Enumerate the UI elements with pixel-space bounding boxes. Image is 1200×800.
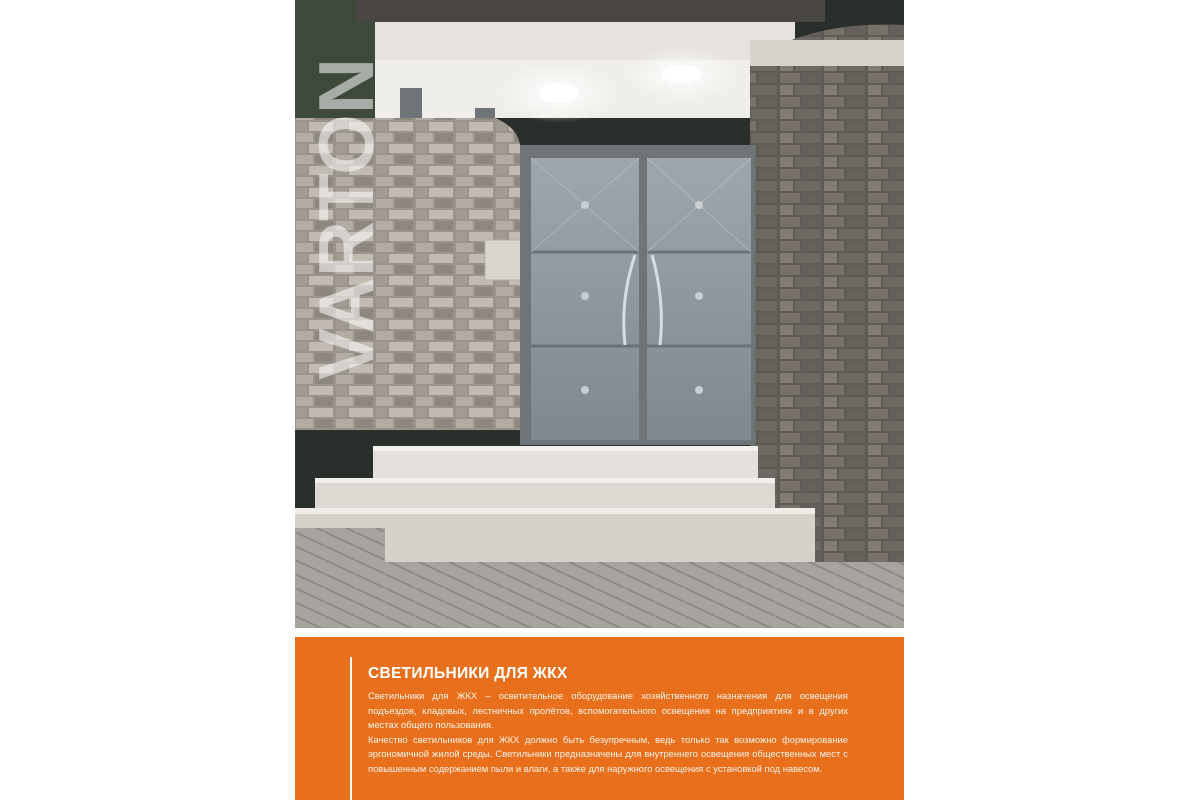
paragraph-2: Качество светильников для ЖКХ должно быть безупречным, ведь только так возможно формирование эргономичной жилой среды. Светильники предназначены для внутреннего освещения общественных мест с повышенным содержанием пыли и влаги, а также для наружного освещения с установкой под навесом. [368, 733, 848, 774]
varton-logo [301, 30, 391, 390]
entrance-photo [295, 0, 904, 628]
page-gap [295, 628, 904, 637]
info-panel [295, 637, 904, 800]
brochure-page [295, 0, 904, 800]
section-body [368, 689, 848, 777]
section-title: СВЕТИЛЬНИКИ ДЛЯ ЖКХ [368, 665, 568, 682]
paragraph-1: Светильники для ЖКХ – осветительное оборудование хозяйственного назначения для освещения подъездов, кладовых, лестничных пролётов, вспомогательного освещения на предприятиях и в других местах общего пользования. [368, 690, 848, 731]
vertical-rule [350, 657, 352, 800]
svg-text:VARTON: VARTON [302, 57, 390, 380]
